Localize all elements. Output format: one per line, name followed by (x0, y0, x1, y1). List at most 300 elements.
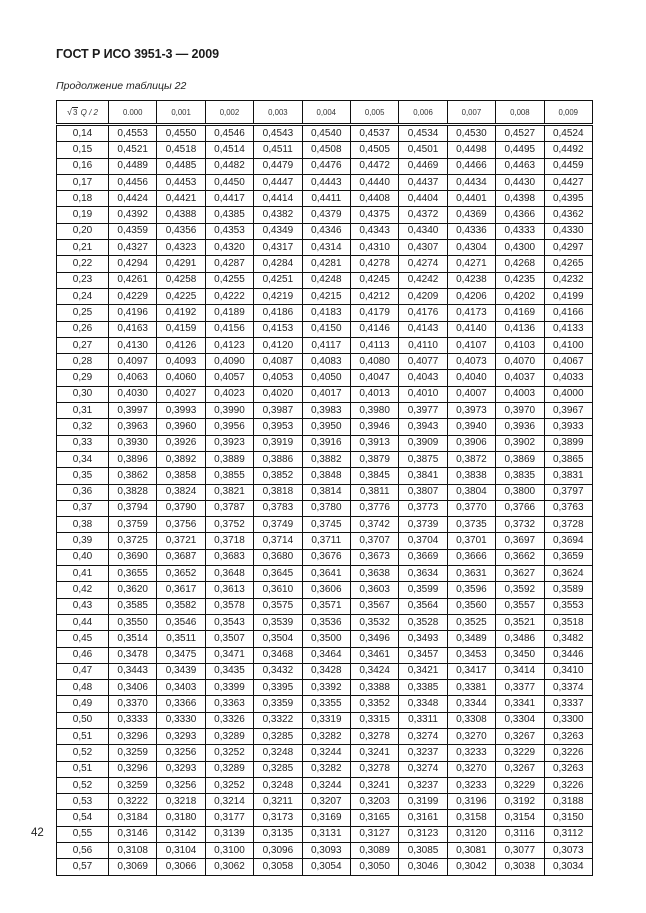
value-cell: 0,3424 (350, 663, 398, 679)
value-cell: 0,3211 (254, 794, 302, 810)
value-cell: 0,4183 (302, 305, 350, 321)
value-cell: 0,4136 (496, 321, 544, 337)
value-cell: 0,3620 (109, 582, 157, 598)
value-cell: 0,4013 (350, 386, 398, 402)
row-argument-cell: 0,27 (57, 337, 109, 353)
value-cell: 0,4417 (205, 191, 253, 207)
value-cell: 0,4294 (109, 256, 157, 272)
column-header: 0,007 (447, 101, 495, 125)
value-cell: 0,4037 (496, 370, 544, 386)
value-cell: 0,3669 (399, 549, 447, 565)
value-cell: 0,3296 (109, 761, 157, 777)
column-header: 0,006 (399, 101, 447, 125)
value-cell: 0,4261 (109, 272, 157, 288)
table-row (57, 370, 593, 386)
value-cell: 0,3218 (157, 794, 205, 810)
value-cell: 0,4514 (205, 142, 253, 158)
value-cell: 0,4202 (496, 288, 544, 304)
value-cell: 0,4537 (350, 125, 398, 142)
value-cell: 0,4375 (350, 207, 398, 223)
value-cell: 0,4392 (109, 207, 157, 223)
value-cell: 0,3370 (109, 696, 157, 712)
value-cell: 0,3403 (157, 680, 205, 696)
value-cell: 0,3575 (254, 598, 302, 614)
table-row (57, 337, 593, 353)
value-cell: 0,4242 (399, 272, 447, 288)
value-cell: 0,3811 (350, 484, 398, 500)
row-argument-cell: 0,24 (57, 288, 109, 304)
value-cell: 0,3135 (254, 826, 302, 842)
table-row (57, 272, 593, 288)
value-cell: 0,4110 (399, 337, 447, 353)
value-cell: 0,4359 (109, 223, 157, 239)
value-cell: 0,3725 (109, 533, 157, 549)
value-cell: 0,4379 (302, 207, 350, 223)
value-cell: 0,3263 (544, 761, 592, 777)
value-cell: 0,3641 (302, 566, 350, 582)
value-cell: 0,3766 (496, 500, 544, 516)
value-cell: 0,3564 (399, 598, 447, 614)
value-cell: 0,4222 (205, 288, 253, 304)
table-header-row (57, 101, 593, 125)
value-cell: 0,3278 (350, 761, 398, 777)
value-cell: 0,3374 (544, 680, 592, 696)
value-cell: 0,3652 (157, 566, 205, 582)
row-argument-cell: 0,43 (57, 598, 109, 614)
value-cell: 0,3054 (302, 859, 350, 875)
value-cell: 0,4297 (544, 240, 592, 256)
value-cell: 0,4492 (544, 142, 592, 158)
value-cell: 0,3521 (496, 614, 544, 630)
value-cell: 0,4258 (157, 272, 205, 288)
value-cell: 0,4310 (350, 240, 398, 256)
value-cell: 0,3638 (350, 566, 398, 582)
value-cell: 0,3127 (350, 826, 398, 842)
value-cell: 0,4232 (544, 272, 592, 288)
value-cell: 0,3104 (157, 843, 205, 859)
row-argument-cell: 0,55 (57, 826, 109, 842)
row-argument-cell: 0,17 (57, 174, 109, 190)
value-cell: 0,3987 (254, 403, 302, 419)
value-cell: 0,4456 (109, 174, 157, 190)
value-cell: 0,3414 (496, 663, 544, 679)
value-cell: 0,3735 (447, 517, 495, 533)
value-cell: 0,3199 (399, 794, 447, 810)
table-row (57, 240, 593, 256)
value-cell: 0,3073 (544, 843, 592, 859)
value-cell: 0,4476 (302, 158, 350, 174)
row-argument-cell: 0,14 (57, 125, 109, 142)
row-argument-cell: 0,52 (57, 777, 109, 793)
value-cell: 0,3662 (496, 549, 544, 565)
value-cell: 0,3518 (544, 614, 592, 630)
row-argument-cell: 0,20 (57, 223, 109, 239)
value-cell: 0,4100 (544, 337, 592, 353)
row-argument-cell: 0,29 (57, 370, 109, 386)
value-cell: 0,3694 (544, 533, 592, 549)
table-row (57, 174, 593, 190)
value-cell: 0,4173 (447, 305, 495, 321)
value-cell: 0,4073 (447, 354, 495, 370)
value-cell: 0,3214 (205, 794, 253, 810)
value-cell: 0,4278 (350, 256, 398, 272)
value-cell: 0,3977 (399, 403, 447, 419)
value-cell: 0,3599 (399, 582, 447, 598)
value-cell: 0,3936 (496, 419, 544, 435)
value-cell: 0,3659 (544, 549, 592, 565)
row-argument-cell: 0,18 (57, 191, 109, 207)
value-cell: 0,4453 (157, 174, 205, 190)
value-cell: 0,3739 (399, 517, 447, 533)
value-cell: 0,4090 (205, 354, 253, 370)
value-cell: 0,3381 (447, 680, 495, 696)
value-cell: 0,3797 (544, 484, 592, 500)
value-cell: 0,4287 (205, 256, 253, 272)
value-cell: 0,3627 (496, 566, 544, 582)
value-cell: 0,4388 (157, 207, 205, 223)
value-cell: 0,3909 (399, 435, 447, 451)
value-cell: 0,3293 (157, 761, 205, 777)
value-cell: 0,3913 (350, 435, 398, 451)
value-cell: 0,4000 (544, 386, 592, 402)
value-cell: 0,3226 (544, 777, 592, 793)
value-cell: 0,3953 (254, 419, 302, 435)
value-cell: 0,4212 (350, 288, 398, 304)
value-cell: 0,3120 (447, 826, 495, 842)
value-cell: 0,3756 (157, 517, 205, 533)
value-cell: 0,4186 (254, 305, 302, 321)
value-cell: 0,3289 (205, 761, 253, 777)
value-cell: 0,3940 (447, 419, 495, 435)
value-cell: 0,3610 (254, 582, 302, 598)
value-cell: 0,3471 (205, 647, 253, 663)
value-cell: 0,4067 (544, 354, 592, 370)
value-cell: 0,3532 (350, 614, 398, 630)
value-cell: 0,3711 (302, 533, 350, 549)
value-cell: 0,3645 (254, 566, 302, 582)
value-cell: 0,3285 (254, 728, 302, 744)
value-cell: 0,3841 (399, 468, 447, 484)
data-table (56, 100, 593, 876)
value-cell: 0,4300 (496, 240, 544, 256)
value-cell: 0,3259 (109, 745, 157, 761)
value-cell: 0,3814 (302, 484, 350, 500)
value-cell: 0,4527 (496, 125, 544, 142)
value-cell: 0,3560 (447, 598, 495, 614)
value-cell: 0,3406 (109, 680, 157, 696)
value-cell: 0,3395 (254, 680, 302, 696)
value-cell: 0,3687 (157, 549, 205, 565)
value-cell: 0,3116 (496, 826, 544, 842)
value-cell: 0,4284 (254, 256, 302, 272)
table-row (57, 125, 593, 142)
value-cell: 0,3352 (350, 696, 398, 712)
value-cell: 0,4366 (496, 207, 544, 223)
value-cell: 0,4466 (447, 158, 495, 174)
table-row (57, 533, 593, 549)
table-row (57, 582, 593, 598)
value-cell: 0,3229 (496, 745, 544, 761)
value-cell: 0,3543 (205, 614, 253, 630)
value-cell: 0,4133 (544, 321, 592, 337)
value-cell: 0,4411 (302, 191, 350, 207)
row-argument-cell: 0,31 (57, 403, 109, 419)
value-cell: 0,3330 (157, 712, 205, 728)
row-argument-cell: 0,28 (57, 354, 109, 370)
value-cell: 0,3432 (254, 663, 302, 679)
value-cell: 0,3749 (254, 517, 302, 533)
value-cell: 0,3539 (254, 614, 302, 630)
value-cell: 0,4447 (254, 174, 302, 190)
table-row (57, 712, 593, 728)
value-cell: 0,3421 (399, 663, 447, 679)
row-argument-cell: 0,16 (57, 158, 109, 174)
value-cell: 0,4343 (350, 223, 398, 239)
value-cell: 0,3278 (350, 728, 398, 744)
table-row (57, 647, 593, 663)
value-cell: 0,4225 (157, 288, 205, 304)
value-cell: 0,4017 (302, 386, 350, 402)
value-cell: 0,3776 (350, 500, 398, 516)
value-cell: 0,3902 (496, 435, 544, 451)
value-cell: 0,4356 (157, 223, 205, 239)
value-cell: 0,3050 (350, 859, 398, 875)
value-cell: 0,3131 (302, 826, 350, 842)
column-header: 0,005 (350, 101, 398, 125)
value-cell: 0,3831 (544, 468, 592, 484)
value-cell: 0,3655 (109, 566, 157, 582)
row-argument-cell: 0,21 (57, 240, 109, 256)
value-cell: 0,3282 (302, 761, 350, 777)
value-cell: 0,4369 (447, 207, 495, 223)
value-cell: 0,3869 (496, 451, 544, 467)
value-cell: 0,3241 (350, 777, 398, 793)
value-cell: 0,3606 (302, 582, 350, 598)
value-cell: 0,3923 (205, 435, 253, 451)
value-cell: 0,4404 (399, 191, 447, 207)
table-row (57, 631, 593, 647)
value-cell: 0,3550 (109, 614, 157, 630)
value-cell: 0,4087 (254, 354, 302, 370)
value-cell: 0,4330 (544, 223, 592, 239)
value-cell: 0,4126 (157, 337, 205, 353)
value-cell: 0,3244 (302, 745, 350, 761)
corner-header-cell (57, 101, 109, 125)
value-cell: 0,4550 (157, 125, 205, 142)
value-cell: 0,3355 (302, 696, 350, 712)
value-cell: 0,4130 (109, 337, 157, 353)
value-cell: 0,3752 (205, 517, 253, 533)
value-cell: 0,4156 (205, 321, 253, 337)
value-cell: 0,3461 (350, 647, 398, 663)
table-row (57, 305, 593, 321)
value-cell: 0,4023 (205, 386, 253, 402)
value-cell: 0,4317 (254, 240, 302, 256)
value-cell: 0,3634 (399, 566, 447, 582)
value-cell: 0,3142 (157, 826, 205, 842)
value-cell: 0,4003 (496, 386, 544, 402)
row-argument-cell: 0,36 (57, 484, 109, 500)
row-argument-cell: 0,33 (57, 435, 109, 451)
value-cell: 0,4245 (350, 272, 398, 288)
row-argument-cell: 0,25 (57, 305, 109, 321)
value-cell: 0,4336 (447, 223, 495, 239)
value-cell: 0,3852 (254, 468, 302, 484)
value-cell: 0,3377 (496, 680, 544, 696)
value-cell: 0,3388 (350, 680, 398, 696)
value-cell: 0,4050 (302, 370, 350, 386)
value-cell: 0,3248 (254, 745, 302, 761)
value-cell: 0,4479 (254, 158, 302, 174)
value-cell: 0,4163 (109, 321, 157, 337)
value-cell: 0,3081 (447, 843, 495, 859)
value-cell: 0,3919 (254, 435, 302, 451)
value-cell: 0,3507 (205, 631, 253, 647)
value-cell: 0,3446 (544, 647, 592, 663)
value-cell: 0,4498 (447, 142, 495, 158)
value-cell: 0,3270 (447, 728, 495, 744)
value-cell: 0,4530 (447, 125, 495, 142)
value-cell: 0,3865 (544, 451, 592, 467)
value-cell: 0,3344 (447, 696, 495, 712)
value-cell: 0,4434 (447, 174, 495, 190)
value-cell: 0,3835 (496, 468, 544, 484)
value-cell: 0,3707 (350, 533, 398, 549)
row-argument-cell: 0,35 (57, 468, 109, 484)
value-cell: 0,3089 (350, 843, 398, 859)
value-cell: 0,3848 (302, 468, 350, 484)
value-cell: 0,4169 (496, 305, 544, 321)
value-cell: 0,3631 (447, 566, 495, 582)
value-cell: 0,4553 (109, 125, 157, 142)
value-cell: 0,4333 (496, 223, 544, 239)
document-header: ГОСТ Р ИСО 3951-3 — 2009 (56, 47, 219, 61)
value-cell: 0,4485 (157, 158, 205, 174)
table-row (57, 207, 593, 223)
value-cell: 0,4459 (544, 158, 592, 174)
row-argument-cell: 0,50 (57, 712, 109, 728)
value-cell: 0,3038 (496, 859, 544, 875)
value-cell: 0,4153 (254, 321, 302, 337)
value-cell: 0,3553 (544, 598, 592, 614)
value-cell: 0,4077 (399, 354, 447, 370)
row-argument-cell: 0,22 (57, 256, 109, 272)
value-cell: 0,4450 (205, 174, 253, 190)
table-row (57, 419, 593, 435)
value-cell: 0,3596 (447, 582, 495, 598)
value-cell: 0,3196 (447, 794, 495, 810)
value-cell: 0,3855 (205, 468, 253, 484)
table-row (57, 451, 593, 467)
value-cell: 0,4103 (496, 337, 544, 353)
value-cell: 0,3828 (109, 484, 157, 500)
value-cell: 0,3582 (157, 598, 205, 614)
value-cell: 0,4093 (157, 354, 205, 370)
value-cell: 0,3161 (399, 810, 447, 826)
value-cell: 0,3267 (496, 728, 544, 744)
table-row (57, 256, 593, 272)
value-cell: 0,3721 (157, 533, 205, 549)
row-argument-cell: 0,52 (57, 745, 109, 761)
value-cell: 0,3333 (109, 712, 157, 728)
value-cell: 0,4437 (399, 174, 447, 190)
value-cell: 0,3718 (205, 533, 253, 549)
value-cell: 0,4238 (447, 272, 495, 288)
value-cell: 0,3066 (157, 859, 205, 875)
value-cell: 0,3482 (544, 631, 592, 647)
value-cell: 0,3666 (447, 549, 495, 565)
value-cell: 0,3348 (399, 696, 447, 712)
value-cell: 0,3997 (109, 403, 157, 419)
value-cell: 0,3592 (496, 582, 544, 598)
value-cell: 0,4255 (205, 272, 253, 288)
value-cell: 0,3326 (205, 712, 253, 728)
table-row (57, 517, 593, 533)
value-cell: 0,3315 (350, 712, 398, 728)
value-cell: 0,3943 (399, 419, 447, 435)
value-cell: 0,3252 (205, 745, 253, 761)
value-cell: 0,4430 (496, 174, 544, 190)
value-cell: 0,4192 (157, 305, 205, 321)
value-cell: 0,3486 (496, 631, 544, 647)
value-cell: 0,4199 (544, 288, 592, 304)
value-cell: 0,3967 (544, 403, 592, 419)
value-cell: 0,3069 (109, 859, 157, 875)
value-cell: 0,4060 (157, 370, 205, 386)
value-cell: 0,4113 (350, 337, 398, 353)
table-row (57, 191, 593, 207)
value-cell: 0,3872 (447, 451, 495, 467)
value-cell: 0,3950 (302, 419, 350, 435)
value-cell: 0,3435 (205, 663, 253, 679)
value-cell: 0,3546 (157, 614, 205, 630)
value-cell: 0,3233 (447, 777, 495, 793)
value-cell: 0,3478 (109, 647, 157, 663)
value-cell: 0,4166 (544, 305, 592, 321)
value-cell: 0,3417 (447, 663, 495, 679)
table-row (57, 288, 593, 304)
value-cell: 0,4546 (205, 125, 253, 142)
value-cell: 0,3676 (302, 549, 350, 565)
value-cell: 0,3875 (399, 451, 447, 467)
value-cell: 0,3248 (254, 777, 302, 793)
value-cell: 0,3862 (109, 468, 157, 484)
value-cell: 0,3818 (254, 484, 302, 500)
value-cell: 0,3267 (496, 761, 544, 777)
value-cell: 0,3804 (447, 484, 495, 500)
value-cell: 0,4057 (205, 370, 253, 386)
value-cell: 0,4501 (399, 142, 447, 158)
value-cell: 0,3150 (544, 810, 592, 826)
value-cell: 0,3732 (496, 517, 544, 533)
value-cell: 0,3293 (157, 728, 205, 744)
value-cell: 0,4408 (350, 191, 398, 207)
value-cell: 0,3838 (447, 468, 495, 484)
table-row (57, 223, 593, 239)
value-cell: 0,3742 (350, 517, 398, 533)
table-row (57, 680, 593, 696)
value-cell: 0,4307 (399, 240, 447, 256)
value-cell: 0,4382 (254, 207, 302, 223)
row-argument-cell: 0,46 (57, 647, 109, 663)
value-cell: 0,3879 (350, 451, 398, 467)
page-number: 42 (31, 827, 44, 839)
value-cell: 0,3493 (399, 631, 447, 647)
value-cell: 0,3906 (447, 435, 495, 451)
value-cell: 0,3108 (109, 843, 157, 859)
value-cell: 0,4291 (157, 256, 205, 272)
value-cell: 0,4463 (496, 158, 544, 174)
